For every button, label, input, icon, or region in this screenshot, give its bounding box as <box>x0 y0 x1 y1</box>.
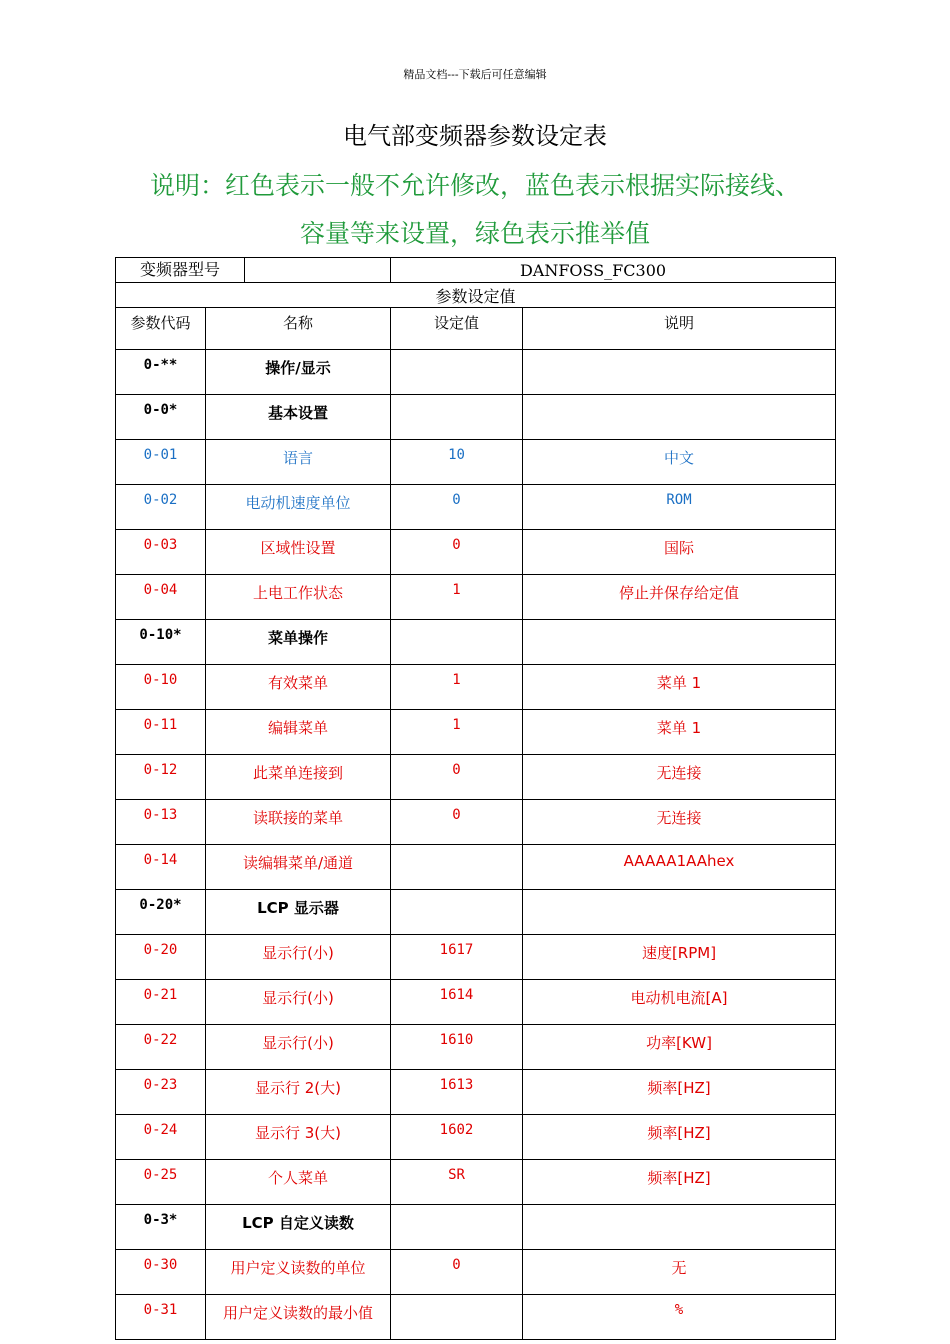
param-description: 电动机电流[A] <box>523 980 836 1025</box>
param-code: 0-22 <box>116 1025 206 1070</box>
table-row <box>116 1160 836 1205</box>
table-row <box>116 890 836 935</box>
param-value <box>391 890 523 935</box>
param-code: 0-04 <box>116 575 206 620</box>
param-name: 用户定义读数的最小值 <box>206 1295 391 1340</box>
param-value <box>391 395 523 440</box>
param-value: 0 <box>391 485 523 530</box>
param-code: 0-02 <box>116 485 206 530</box>
param-code: 0-** <box>116 350 206 395</box>
param-description <box>523 395 836 440</box>
table-row <box>116 575 836 620</box>
table-row <box>116 620 836 665</box>
header-value: 设定值 <box>391 308 523 350</box>
param-name: 语言 <box>206 440 391 485</box>
table-row <box>116 1295 836 1340</box>
param-code: 0-3* <box>116 1205 206 1250</box>
param-code: 0-01 <box>116 440 206 485</box>
table-row <box>116 395 836 440</box>
param-name: LCP 显示器 <box>206 890 391 935</box>
param-code: 0-03 <box>116 530 206 575</box>
param-name: 读编辑菜单/通道 <box>206 845 391 890</box>
table-row <box>116 1115 836 1160</box>
param-value: 10 <box>391 440 523 485</box>
param-name: 个人菜单 <box>206 1160 391 1205</box>
caption-row <box>116 283 836 308</box>
param-code: 0-23 <box>116 1070 206 1115</box>
param-description: 频率[HZ] <box>523 1160 836 1205</box>
param-description <box>523 1205 836 1250</box>
param-description: 中文 <box>523 440 836 485</box>
param-description: 无 <box>523 1250 836 1295</box>
document-title: 电气部变频器参数设定表 <box>343 122 607 150</box>
header-note: 精品文档---下载后可任意编辑 <box>403 68 547 81</box>
model-label: 变频器型号 <box>116 258 245 282</box>
table-row <box>116 440 836 485</box>
param-name: 显示行(小) <box>206 935 391 980</box>
param-description: 菜单 1 <box>523 665 836 710</box>
table-row <box>116 980 836 1025</box>
table-row <box>116 800 836 845</box>
table-row <box>116 935 836 980</box>
param-value: 1 <box>391 665 523 710</box>
param-name: 用户定义读数的单位 <box>206 1250 391 1295</box>
table-row <box>116 1070 836 1115</box>
param-code: 0-12 <box>116 755 206 800</box>
param-description: 菜单 1 <box>523 710 836 755</box>
param-description: 速度[RPM] <box>523 935 836 980</box>
param-description: AAAAA1AAhex <box>523 845 836 890</box>
param-description: 频率[HZ] <box>523 1070 836 1115</box>
param-description <box>523 890 836 935</box>
param-value: 1 <box>391 575 523 620</box>
param-value: 1 <box>391 710 523 755</box>
param-description <box>523 350 836 395</box>
param-code: 0-13 <box>116 800 206 845</box>
header-row <box>116 308 836 350</box>
table-row <box>116 1025 836 1070</box>
param-name: 显示行 2(大) <box>206 1070 391 1115</box>
param-name: LCP 自定义读数 <box>206 1205 391 1250</box>
param-value: 1610 <box>391 1025 523 1070</box>
param-value <box>391 620 523 665</box>
param-code: 0-0* <box>116 395 206 440</box>
param-description: 停止并保存给定值 <box>523 575 836 620</box>
param-value: 0 <box>391 1250 523 1295</box>
table-row <box>116 485 836 530</box>
param-value: SR <box>391 1160 523 1205</box>
param-description: 无连接 <box>523 800 836 845</box>
table-caption: 参数设定值 <box>116 283 836 308</box>
table-row <box>116 530 836 575</box>
param-code: 0-10* <box>116 620 206 665</box>
parameter-table <box>115 257 836 1340</box>
param-value <box>391 1295 523 1340</box>
model-value: DANFOSS_FC300 <box>519 261 667 280</box>
param-name: 电动机速度单位 <box>206 485 391 530</box>
param-code: 0-21 <box>116 980 206 1025</box>
param-name: 此菜单连接到 <box>206 755 391 800</box>
param-name: 显示行 3(大) <box>206 1115 391 1160</box>
param-value: 1602 <box>391 1115 523 1160</box>
param-description: 功率[KW] <box>523 1025 836 1070</box>
param-name: 读联接的菜单 <box>206 800 391 845</box>
note-line-2: 容量等来设置，绿色表示推举值 <box>299 219 650 248</box>
param-value: 0 <box>391 800 523 845</box>
param-description <box>523 620 836 665</box>
param-name: 操作/显示 <box>206 350 391 395</box>
param-value: 0 <box>391 755 523 800</box>
param-code: 0-30 <box>116 1250 206 1295</box>
header-name: 名称 <box>206 308 391 350</box>
param-name: 区域性设置 <box>206 530 391 575</box>
param-description: ROM <box>523 485 836 530</box>
table-row <box>116 1205 836 1250</box>
header-code: 参数代码 <box>116 308 206 350</box>
param-name: 菜单操作 <box>206 620 391 665</box>
param-description: 无连接 <box>523 755 836 800</box>
param-code: 0-20 <box>116 935 206 980</box>
param-name: 基本设置 <box>206 395 391 440</box>
param-description: 频率[HZ] <box>523 1115 836 1160</box>
model-cell <box>116 258 391 283</box>
param-value: 1617 <box>391 935 523 980</box>
param-name: 上电工作状态 <box>206 575 391 620</box>
table-row <box>116 350 836 395</box>
param-description: % <box>523 1295 836 1340</box>
note-line-1: 说明：红色表示一般不允许修改，蓝色表示根据实际接线、 <box>149 171 800 200</box>
param-code: 0-25 <box>116 1160 206 1205</box>
param-value: 0 <box>391 530 523 575</box>
param-code: 0-31 <box>116 1295 206 1340</box>
table-row <box>116 755 836 800</box>
param-code: 0-20* <box>116 890 206 935</box>
table-row <box>116 1250 836 1295</box>
model-row <box>116 258 836 283</box>
param-name: 显示行(小) <box>206 1025 391 1070</box>
table-row <box>116 845 836 890</box>
param-value: 1614 <box>391 980 523 1025</box>
param-value <box>391 845 523 890</box>
param-value <box>391 1205 523 1250</box>
param-name: 编辑菜单 <box>206 710 391 755</box>
table-row <box>116 665 836 710</box>
param-value <box>391 350 523 395</box>
header-description: 说明 <box>523 308 836 350</box>
param-description: 国际 <box>523 530 836 575</box>
param-name: 有效菜单 <box>206 665 391 710</box>
param-code: 0-11 <box>116 710 206 755</box>
model-value-cell <box>391 258 836 283</box>
param-code: 0-14 <box>116 845 206 890</box>
param-name: 显示行(小) <box>206 980 391 1025</box>
param-code: 0-10 <box>116 665 206 710</box>
param-value: 1613 <box>391 1070 523 1115</box>
table-row <box>116 710 836 755</box>
param-code: 0-24 <box>116 1115 206 1160</box>
